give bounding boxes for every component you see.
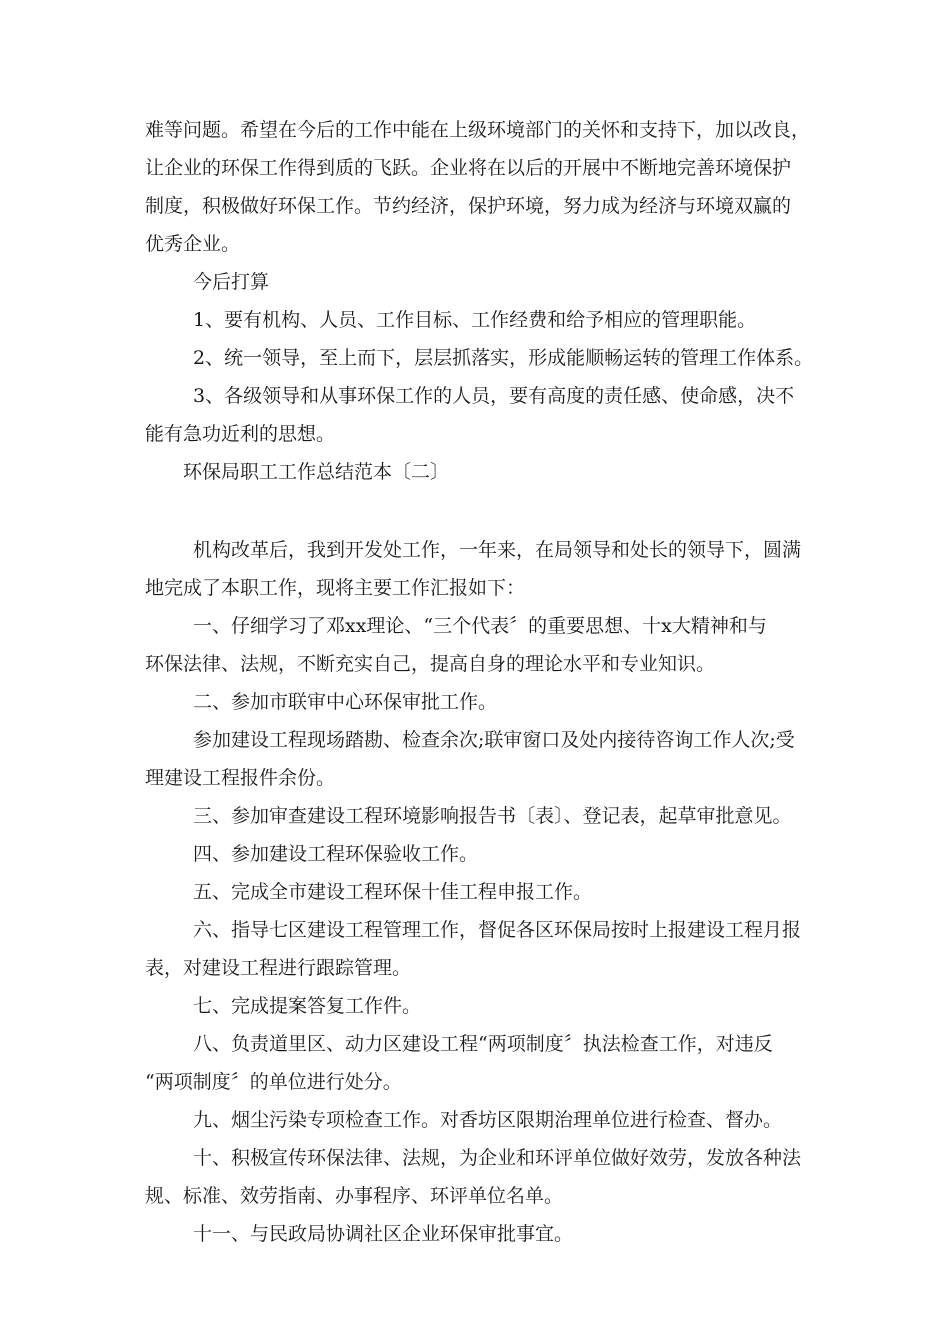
text-line: 制度，积极做好环保工作。节约经济，保护环境，努力成为经济与环境双赢的 [145,195,792,217]
work-item-11 [145,1224,815,1244]
text-line: 二、参加市联审中心环保审批工作。 [193,691,498,713]
work-item-1 [145,616,815,674]
text-line: 地完成了本职工作，现将主要工作汇报如下： [145,577,526,599]
text-line: 3、各级领导和从事环保工作的人员，要有高度的责任感、使命感，决不 [193,385,795,407]
text-line: 难等问题。希望在今后的工作中能在上级环境部门的关怀和支持下，加以改良， [145,119,811,141]
text-line: 五、完成全市建设工程环保十佳工程申报工作。 [193,881,593,903]
text-line: 环保法律、法规，不断充实自己，提高自身的理论水平和专业知识。 [145,653,716,675]
document-page [145,120,815,1244]
text-line: 能有急功近利的思想。 [145,423,336,445]
text-line: 一、仔细学习了邓xx理论、“三个代表〞的重要思想、十x大精神和与 [193,615,767,637]
text-line: 参加建设工程现场踏勘、检查余次;联审窗口及处内接待咨询工作人次;受 [193,729,795,751]
work-item-5 [145,882,815,902]
work-item-4 [145,844,815,864]
text-line: 九、烟尘污染专项检查工作。对香坊区限期治理单位进行检查、督办。 [193,1109,783,1131]
text-line: 表，对建设工程进行跟踪管理。 [145,957,412,979]
plan-item-2 [145,348,815,368]
text-line: 理建设工程报件余份。 [145,767,336,789]
text-line: 1、要有机构、人员、工作目标、工作经费和给予相应的管理职能。 [193,309,757,331]
text-line: 六、指导七区建设工程管理工作，督促各区环保局按时上报建设工程月报 [193,919,802,941]
text-line: 十、积极宣传环保法律、法规，为企业和环评单位做好效劳，发放各种法 [193,1147,802,1169]
work-item-3 [145,806,815,826]
paragraph-1 [145,120,815,254]
work-item-8 [145,1034,815,1092]
text-line: 环保局职工工作总结范本〔二〕 [183,461,450,483]
work-item-10 [145,1148,815,1206]
work-item-2 [145,692,815,712]
heading-future-plans [145,272,815,292]
plan-item-1 [145,310,815,330]
text-line: 今后打算 [193,271,270,293]
text-line: 优秀企业。 [145,233,241,255]
text-line: “两项制度〞的单位进行处分。 [145,1071,402,1093]
work-item-9 [145,1110,815,1130]
text-line: 三、参加审查建设工程环境影响报告书〔表〕、登记表，起草审批意见。 [193,805,792,827]
section-title [145,462,815,482]
text-line: 机构改革后，我到开发处工作，一年来，在局领导和处长的领导下，圆满 [193,539,802,561]
plan-item-3 [145,386,815,444]
text-line: 让企业的环保工作得到质的飞跃。企业将在以后的开展中不断地完善环境保护 [145,157,792,179]
work-item-6 [145,920,815,978]
text-line: 2、统一领导，至上而下，层层抓落实，形成能顺畅运转的管理工作体系。 [193,347,814,369]
text-line: 四、参加建设工程环保验收工作。 [193,843,479,865]
text-line: 规、标准、效劳指南、办事程序、环评单位名单。 [145,1185,564,1207]
text-line: 八、负责道里区、动力区建设工程“两项制度〞执法检查工作，对违反 [193,1033,773,1055]
paragraph-intro [145,540,815,598]
text-line: 十一、与民政局协调社区企业环保审批事宜。 [193,1223,574,1245]
work-item-7 [145,996,815,1016]
work-item-2-detail [145,730,815,788]
text-line: 七、完成提案答复工作件。 [193,995,422,1017]
